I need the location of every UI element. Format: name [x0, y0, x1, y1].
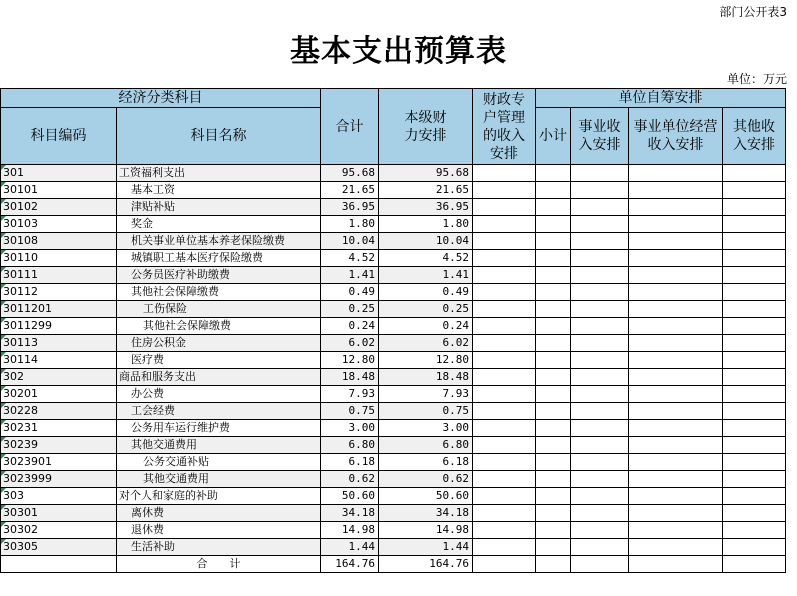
- row-subtotal: [536, 267, 571, 284]
- row-fiscal-special: [473, 267, 536, 284]
- table-row: [1, 420, 786, 437]
- row-name: 城镇职工基本医疗保险缴费: [117, 250, 321, 267]
- row-career-income: [571, 182, 629, 199]
- unit-label: 单位：万元: [726, 72, 787, 86]
- row-total: 0.75: [321, 403, 379, 420]
- row-subtotal: [536, 335, 571, 352]
- budget-table: [0, 88, 786, 573]
- cell-marker-icon: [1, 250, 6, 255]
- row-total: 6.80: [321, 437, 379, 454]
- cell-marker-icon: [1, 284, 6, 289]
- table-row: [1, 335, 786, 352]
- row-level-fiscal: 1.44: [379, 539, 473, 556]
- row-operating-income: [629, 369, 723, 386]
- row-level-fiscal: 6.80: [379, 437, 473, 454]
- table-row: [1, 284, 786, 301]
- row-fiscal-special: [473, 403, 536, 420]
- row-other-income: [723, 420, 786, 437]
- row-fiscal-special: [473, 199, 536, 216]
- row-fiscal-special: [473, 420, 536, 437]
- cell-marker-icon: [1, 505, 6, 510]
- cell-marker-icon: [1, 539, 6, 544]
- row-other-income: [723, 437, 786, 454]
- table-row: [1, 386, 786, 403]
- cell-marker-icon: [1, 352, 6, 357]
- row-code: 30112: [1, 284, 117, 301]
- row-fiscal-special: [473, 216, 536, 233]
- row-name: 公务用车运行维护费: [117, 420, 321, 437]
- cell-marker-icon: [1, 522, 6, 527]
- row-level-fiscal: 0.62: [379, 471, 473, 488]
- row-name: 基本工资: [117, 182, 321, 199]
- row-level-fiscal: 18.48: [379, 369, 473, 386]
- total-other-income: [723, 556, 786, 573]
- row-operating-income: [629, 352, 723, 369]
- row-total: 6.02: [321, 335, 379, 352]
- row-fiscal-special: [473, 352, 536, 369]
- row-name: 其他社会保障缴费: [117, 284, 321, 301]
- row-operating-income: [629, 420, 723, 437]
- row-total: 1.80: [321, 216, 379, 233]
- row-total: 1.41: [321, 267, 379, 284]
- row-total: 34.18: [321, 505, 379, 522]
- row-subtotal: [536, 182, 571, 199]
- row-operating-income: [629, 335, 723, 352]
- row-other-income: [723, 284, 786, 301]
- row-code: 30108: [1, 233, 117, 250]
- row-operating-income: [629, 488, 723, 505]
- row-code: 30228: [1, 403, 117, 420]
- row-level-fiscal: 0.75: [379, 403, 473, 420]
- row-name: 奖金: [117, 216, 321, 233]
- row-career-income: [571, 165, 629, 182]
- row-name: 办公费: [117, 386, 321, 403]
- row-other-income: [723, 250, 786, 267]
- row-level-fiscal: 6.18: [379, 454, 473, 471]
- row-career-income: [571, 250, 629, 267]
- row-fiscal-special: [473, 165, 536, 182]
- total-label: 合 计: [117, 556, 321, 573]
- row-name: 工伤保险: [117, 301, 321, 318]
- header-total: 合计: [321, 89, 379, 165]
- row-code: 30113: [1, 335, 117, 352]
- cell-marker-icon: [1, 199, 6, 204]
- row-name: 其他社会保障缴费: [117, 318, 321, 335]
- row-subtotal: [536, 318, 571, 335]
- row-other-income: [723, 539, 786, 556]
- row-total: 0.25: [321, 301, 379, 318]
- row-code: 3023999: [1, 471, 117, 488]
- row-level-fiscal: 7.93: [379, 386, 473, 403]
- row-total: 36.95: [321, 199, 379, 216]
- row-level-fiscal: 10.04: [379, 233, 473, 250]
- total-career-income: [571, 556, 629, 573]
- row-level-fiscal: 14.98: [379, 522, 473, 539]
- row-subtotal: [536, 403, 571, 420]
- header-fiscal-special: 财政专户管理的收入安排: [473, 89, 536, 165]
- table-row: [1, 403, 786, 420]
- row-other-income: [723, 199, 786, 216]
- total-subtotal: [536, 556, 571, 573]
- total-blank: [1, 556, 117, 573]
- row-level-fiscal: 1.41: [379, 267, 473, 284]
- row-code: 30305: [1, 539, 117, 556]
- row-other-income: [723, 318, 786, 335]
- cell-marker-icon: [1, 488, 6, 493]
- table-row: [1, 199, 786, 216]
- row-career-income: [571, 318, 629, 335]
- row-name: 机关事业单位基本养老保险缴费: [117, 233, 321, 250]
- row-total: 50.60: [321, 488, 379, 505]
- row-total: 14.98: [321, 522, 379, 539]
- row-total: 0.24: [321, 318, 379, 335]
- row-career-income: [571, 352, 629, 369]
- row-level-fiscal: 4.52: [379, 250, 473, 267]
- table-row: [1, 301, 786, 318]
- header-name: 科目名称: [117, 108, 321, 165]
- row-operating-income: [629, 301, 723, 318]
- row-career-income: [571, 403, 629, 420]
- row-code: 30302: [1, 522, 117, 539]
- row-operating-income: [629, 216, 723, 233]
- row-name: 商品和服务支出: [117, 369, 321, 386]
- row-total: 4.52: [321, 250, 379, 267]
- row-career-income: [571, 471, 629, 488]
- row-name: 其他交通费用: [117, 437, 321, 454]
- row-other-income: [723, 267, 786, 284]
- row-level-fiscal: 34.18: [379, 505, 473, 522]
- table-row: [1, 233, 786, 250]
- row-other-income: [723, 369, 786, 386]
- row-subtotal: [536, 522, 571, 539]
- row-other-income: [723, 165, 786, 182]
- row-operating-income: [629, 403, 723, 420]
- total-level-fiscal: 164.76: [379, 556, 473, 573]
- row-other-income: [723, 454, 786, 471]
- row-name: 离休费: [117, 505, 321, 522]
- row-operating-income: [629, 539, 723, 556]
- row-career-income: [571, 522, 629, 539]
- table-row: [1, 352, 786, 369]
- row-level-fiscal: 36.95: [379, 199, 473, 216]
- header-code: 科目编码: [1, 108, 117, 165]
- row-other-income: [723, 403, 786, 420]
- row-operating-income: [629, 505, 723, 522]
- row-code: 30101: [1, 182, 117, 199]
- row-total: 0.62: [321, 471, 379, 488]
- row-operating-income: [629, 454, 723, 471]
- row-code: 30103: [1, 216, 117, 233]
- table-number-note: 部门公开表3: [719, 5, 787, 19]
- row-code: 30301: [1, 505, 117, 522]
- row-operating-income: [629, 437, 723, 454]
- row-career-income: [571, 369, 629, 386]
- row-career-income: [571, 335, 629, 352]
- row-subtotal: [536, 471, 571, 488]
- cell-marker-icon: [1, 369, 6, 374]
- total-fiscal-special: [473, 556, 536, 573]
- table-row: [1, 471, 786, 488]
- header-operating-income: 事业单位经营收入安排: [629, 108, 723, 165]
- row-name: 津贴补贴: [117, 199, 321, 216]
- row-code: 3023901: [1, 454, 117, 471]
- row-level-fiscal: 12.80: [379, 352, 473, 369]
- row-operating-income: [629, 233, 723, 250]
- row-fiscal-special: [473, 386, 536, 403]
- row-fiscal-special: [473, 437, 536, 454]
- row-career-income: [571, 216, 629, 233]
- row-total: 18.48: [321, 369, 379, 386]
- row-name: 医疗费: [117, 352, 321, 369]
- row-code: 3011201: [1, 301, 117, 318]
- row-operating-income: [629, 284, 723, 301]
- row-code: 30231: [1, 420, 117, 437]
- header-subtotal: 小计: [536, 108, 571, 165]
- row-level-fiscal: 0.25: [379, 301, 473, 318]
- row-fiscal-special: [473, 284, 536, 301]
- row-subtotal: [536, 352, 571, 369]
- row-code: 30114: [1, 352, 117, 369]
- row-other-income: [723, 471, 786, 488]
- row-code: 302: [1, 369, 117, 386]
- cell-marker-icon: [1, 165, 6, 170]
- row-career-income: [571, 488, 629, 505]
- row-career-income: [571, 505, 629, 522]
- total-row: [1, 556, 786, 573]
- row-fiscal-special: [473, 182, 536, 199]
- row-other-income: [723, 352, 786, 369]
- row-operating-income: [629, 386, 723, 403]
- row-total: 0.49: [321, 284, 379, 301]
- row-total: 6.18: [321, 454, 379, 471]
- row-career-income: [571, 420, 629, 437]
- row-name: 住房公积金: [117, 335, 321, 352]
- row-subtotal: [536, 199, 571, 216]
- cell-marker-icon: [1, 471, 6, 476]
- table-row: [1, 454, 786, 471]
- row-total: 95.68: [321, 165, 379, 182]
- row-fiscal-special: [473, 301, 536, 318]
- row-name: 工资福利支出: [117, 165, 321, 182]
- row-operating-income: [629, 199, 723, 216]
- row-subtotal: [536, 284, 571, 301]
- header-level-fiscal: 本级财力安排: [379, 89, 473, 165]
- row-name: 生活补助: [117, 539, 321, 556]
- row-code: 30239: [1, 437, 117, 454]
- row-fiscal-special: [473, 233, 536, 250]
- table-row: [1, 539, 786, 556]
- row-career-income: [571, 199, 629, 216]
- total-sum: 164.76: [321, 556, 379, 573]
- cell-marker-icon: [1, 233, 6, 238]
- row-code: 303: [1, 488, 117, 505]
- row-level-fiscal: 50.60: [379, 488, 473, 505]
- row-name: 退休费: [117, 522, 321, 539]
- cell-marker-icon: [1, 437, 6, 442]
- row-fiscal-special: [473, 488, 536, 505]
- row-fiscal-special: [473, 539, 536, 556]
- row-career-income: [571, 437, 629, 454]
- row-subtotal: [536, 216, 571, 233]
- table-row: [1, 318, 786, 335]
- row-total: 21.65: [321, 182, 379, 199]
- row-subtotal: [536, 454, 571, 471]
- row-total: 1.44: [321, 539, 379, 556]
- row-subtotal: [536, 437, 571, 454]
- row-fiscal-special: [473, 250, 536, 267]
- table-row: [1, 437, 786, 454]
- row-subtotal: [536, 420, 571, 437]
- row-subtotal: [536, 488, 571, 505]
- row-fiscal-special: [473, 471, 536, 488]
- row-operating-income: [629, 471, 723, 488]
- row-career-income: [571, 267, 629, 284]
- header-self-raised: 单位自筹安排: [536, 89, 786, 108]
- cell-marker-icon: [1, 318, 6, 323]
- row-fiscal-special: [473, 318, 536, 335]
- row-operating-income: [629, 522, 723, 539]
- row-total: 12.80: [321, 352, 379, 369]
- row-career-income: [571, 454, 629, 471]
- row-operating-income: [629, 267, 723, 284]
- row-operating-income: [629, 182, 723, 199]
- row-code: 3011299: [1, 318, 117, 335]
- row-fiscal-special: [473, 505, 536, 522]
- row-operating-income: [629, 250, 723, 267]
- row-subtotal: [536, 165, 571, 182]
- row-other-income: [723, 386, 786, 403]
- row-career-income: [571, 539, 629, 556]
- table-row: [1, 369, 786, 386]
- cell-marker-icon: [1, 420, 6, 425]
- row-operating-income: [629, 318, 723, 335]
- row-subtotal: [536, 250, 571, 267]
- row-other-income: [723, 522, 786, 539]
- row-name: 公务交通补贴: [117, 454, 321, 471]
- row-level-fiscal: 1.80: [379, 216, 473, 233]
- row-level-fiscal: 95.68: [379, 165, 473, 182]
- page-title: 基本支出预算表: [290, 34, 507, 69]
- row-total: 3.00: [321, 420, 379, 437]
- row-code: 30111: [1, 267, 117, 284]
- row-code: 30201: [1, 386, 117, 403]
- cell-marker-icon: [1, 267, 6, 272]
- row-other-income: [723, 488, 786, 505]
- table-row: [1, 182, 786, 199]
- table-row: [1, 267, 786, 284]
- row-subtotal: [536, 301, 571, 318]
- row-name: 其他交通费用: [117, 471, 321, 488]
- row-other-income: [723, 216, 786, 233]
- row-fiscal-special: [473, 369, 536, 386]
- row-subtotal: [536, 369, 571, 386]
- cell-marker-icon: [1, 454, 6, 459]
- row-name: 公务员医疗补助缴费: [117, 267, 321, 284]
- row-fiscal-special: [473, 335, 536, 352]
- cell-marker-icon: [1, 335, 6, 340]
- row-total: 10.04: [321, 233, 379, 250]
- row-total: 7.93: [321, 386, 379, 403]
- row-level-fiscal: 3.00: [379, 420, 473, 437]
- row-level-fiscal: 21.65: [379, 182, 473, 199]
- row-subtotal: [536, 505, 571, 522]
- cell-marker-icon: [1, 301, 6, 306]
- header-career-income: 事业收入安排: [571, 108, 629, 165]
- header-econ-class: 经济分类科目: [1, 89, 321, 108]
- row-other-income: [723, 335, 786, 352]
- table-row: [1, 488, 786, 505]
- cell-marker-icon: [1, 403, 6, 408]
- table-row: [1, 522, 786, 539]
- row-operating-income: [629, 165, 723, 182]
- row-subtotal: [536, 233, 571, 250]
- table-row: [1, 216, 786, 233]
- row-code: 30110: [1, 250, 117, 267]
- row-fiscal-special: [473, 454, 536, 471]
- row-career-income: [571, 284, 629, 301]
- table-row: [1, 505, 786, 522]
- row-fiscal-special: [473, 522, 536, 539]
- row-level-fiscal: 6.02: [379, 335, 473, 352]
- row-other-income: [723, 301, 786, 318]
- row-other-income: [723, 182, 786, 199]
- header-other-income: 其他收入安排: [723, 108, 786, 165]
- row-subtotal: [536, 539, 571, 556]
- row-code: 301: [1, 165, 117, 182]
- row-subtotal: [536, 386, 571, 403]
- row-career-income: [571, 386, 629, 403]
- cell-marker-icon: [1, 386, 6, 391]
- row-name: 对个人和家庭的补助: [117, 488, 321, 505]
- row-level-fiscal: 0.24: [379, 318, 473, 335]
- row-other-income: [723, 233, 786, 250]
- row-career-income: [571, 301, 629, 318]
- table-row: [1, 250, 786, 267]
- table-row: [1, 165, 786, 182]
- row-level-fiscal: 0.49: [379, 284, 473, 301]
- total-operating-income: [629, 556, 723, 573]
- cell-marker-icon: [1, 182, 6, 187]
- row-career-income: [571, 233, 629, 250]
- row-code: 30102: [1, 199, 117, 216]
- row-name: 工会经费: [117, 403, 321, 420]
- row-other-income: [723, 505, 786, 522]
- cell-marker-icon: [1, 216, 6, 221]
